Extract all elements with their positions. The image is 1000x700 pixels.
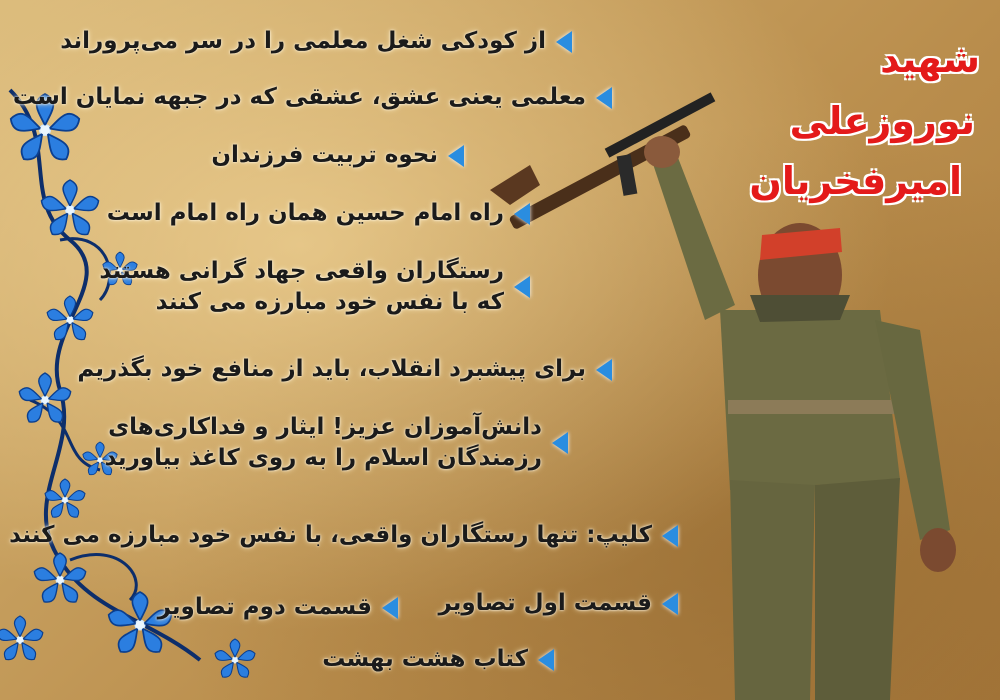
link-label: کتاب هشت بهشت	[322, 646, 528, 672]
link-label: قسمت اول تصاویر	[438, 590, 652, 616]
title-line-1: شهید	[880, 37, 980, 81]
link-revolution[interactable]	[77, 354, 612, 385]
link-label: برای پیشبرد انقلاب، باید از منافع خود بگذریم	[77, 356, 586, 382]
link-label: نحوه تربیت فرزندان	[211, 142, 438, 168]
title-line-2: نوروزعلی	[789, 99, 975, 143]
blue-triangle-arrow-icon	[662, 593, 678, 615]
blue-triangle-arrow-icon	[382, 597, 398, 619]
link-photos-part-2[interactable]	[158, 592, 398, 623]
link-imam-hussein-path[interactable]	[107, 198, 530, 229]
blue-triangle-arrow-icon	[538, 649, 554, 671]
title-line-3: امیرفخریان	[749, 159, 962, 203]
link-clip[interactable]	[9, 520, 678, 551]
link-true-saved[interactable]	[99, 256, 530, 318]
blue-triangle-arrow-icon	[596, 359, 612, 381]
link-label-line1: رستگاران واقعی جهاد گرانی هستند	[99, 258, 504, 284]
blue-triangle-arrow-icon	[514, 276, 530, 298]
blue-triangle-arrow-icon	[596, 87, 612, 109]
link-label-line2: که با نفس خود مبارزه می کنند	[155, 289, 504, 316]
link-label: کلیپ: تنها رستگاران واقعی، با نفس خود مبارزه می کنند	[9, 522, 652, 548]
link-book-eight-heavens[interactable]	[322, 644, 554, 675]
link-label: راه امام حسین همان راه امام است	[106, 200, 504, 226]
link-label: قسمت دوم تصاویر	[157, 594, 372, 620]
link-students-message[interactable]	[105, 412, 568, 474]
link-label: معلمی یعنی عشق، عشقی که در جبهه نمایان است	[12, 84, 586, 110]
blue-triangle-arrow-icon	[552, 432, 568, 454]
link-label-line1: دانش‌آموزان عزیز! ایثار و فداکاری‌های	[108, 414, 542, 440]
blue-triangle-arrow-icon	[662, 525, 678, 547]
link-teaching-love[interactable]	[13, 82, 612, 113]
link-label	[105, 412, 542, 474]
link-label: از کودکی شغل معلمی را در سر می‌پروراند	[60, 28, 546, 54]
link-photos-part-1[interactable]	[438, 588, 678, 619]
link-raising-children[interactable]	[211, 140, 464, 171]
link-teaching-dream[interactable]	[60, 26, 572, 57]
blue-triangle-arrow-icon	[514, 203, 530, 225]
link-label-line2: رزمندگان اسلام را به روی کاغذ بیاورید	[104, 445, 542, 472]
blue-triangle-arrow-icon	[556, 31, 572, 53]
blue-triangle-arrow-icon	[448, 145, 464, 167]
link-label	[99, 256, 504, 318]
